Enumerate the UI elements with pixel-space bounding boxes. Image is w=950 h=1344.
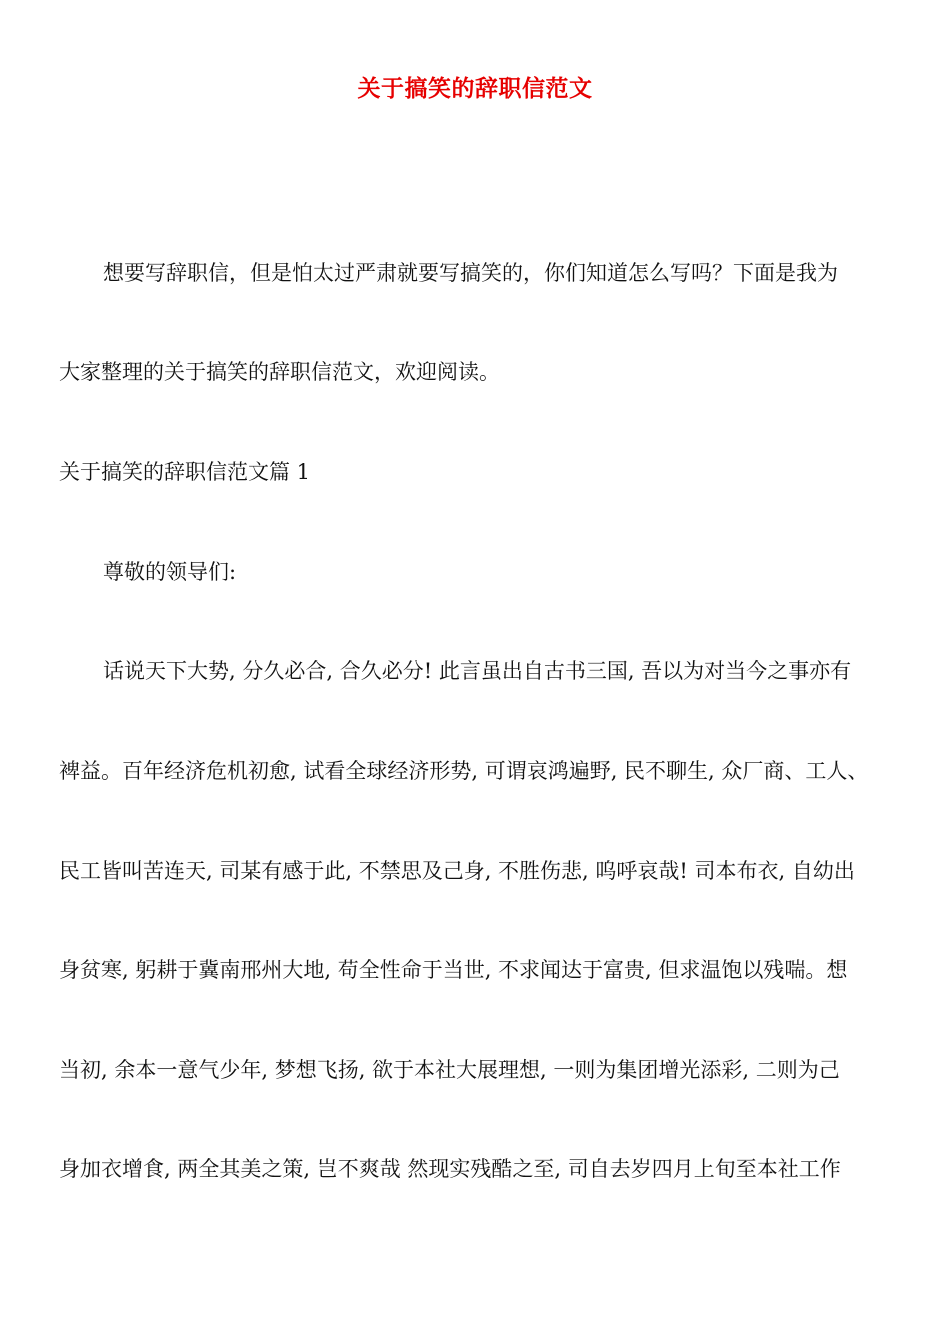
paragraph-line: 身贫寒, 躬耕于冀南邢州大地, 苟全性命于当世, 不求闻达于富贵, 但求温饱以残喘。想 [59,958,848,982]
paragraph-line: 身加衣增食, 两全其美之策, 岂不爽哉 然现实残酷之至, 司自去岁四月上旬至本社工作 [59,1157,841,1181]
document-title: 关于搞笑的辞职信范文 [357,76,593,102]
paragraph-line: 大家整理的关于搞笑的辞职信范文，欢迎阅读。 [59,360,500,384]
paragraph-line: 话说天下大势, 分久必合, 合久必分! 此言虽出自古书三国, 吾以为对当今之事亦有 [103,659,852,683]
paragraph-line: 裨益。百年经济危机初愈, 试看全球经济形势, 可谓哀鸿遍野, 民不聊生, 众厂商、工人、 [59,759,869,783]
paragraph-line: 民工皆叫苦连天, 司某有感于此, 不禁思及己身, 不胜伤悲, 呜呼哀哉! 司本布衣, 自幼出 [59,859,855,883]
paragraph-line: 想要写辞职信，但是怕太过严肃就要写搞笑的，你们知道怎么写吗？下面是我为 [103,261,838,285]
paragraph-line: 当初, 余本一意气少年, 梦想飞扬, 欲于本社大展理想, 一则为集团增光添彩, 二则为己 [59,1058,840,1082]
section-heading: 关于搞笑的辞职信范文篇 1 [59,460,311,484]
salutation: 尊敬的领导们: [103,560,237,584]
